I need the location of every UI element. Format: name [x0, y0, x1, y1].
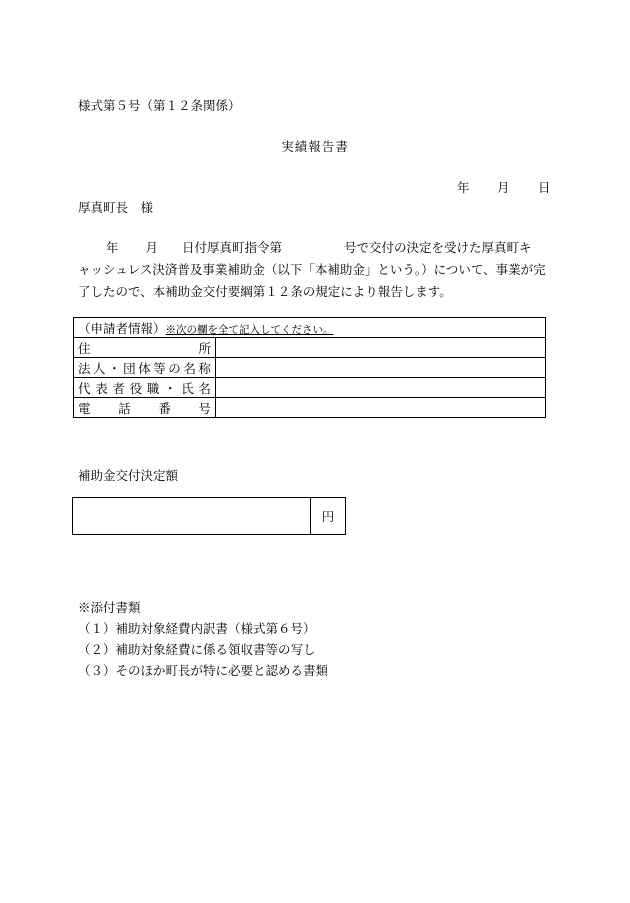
applicant-label-char: の — [168, 360, 181, 376]
body-mid: 日付厚真町指令第 — [182, 240, 283, 255]
applicant-label-representative — [74, 378, 216, 398]
applicant-value-representative[interactable] — [216, 378, 546, 398]
applicant-label-char: 人 — [93, 360, 106, 376]
date-day: 日 — [538, 180, 551, 195]
applicant-label-char: 職 — [146, 380, 160, 396]
applicant-header-label: （申請者情報） — [78, 320, 166, 336]
applicant-label-organization — [74, 358, 216, 378]
applicant-label-char: 話 — [118, 400, 131, 416]
attachment-item: （２）補助対象経費に係る領収書等の写し — [78, 642, 316, 657]
attachments-heading: ※添付書類 — [78, 600, 141, 615]
applicant-info-table — [73, 317, 546, 418]
applicant-label-char: 号 — [198, 400, 211, 416]
applicant-label-char: 者 — [112, 380, 125, 396]
applicant-label-char: 名 — [183, 360, 196, 376]
applicant-label-char: 法 — [78, 360, 91, 376]
applicant-row-organization — [74, 358, 546, 378]
applicant-label-char: 役 — [129, 380, 143, 396]
form-number: 様式第５号（第１２条関係） — [78, 98, 241, 113]
applicant-label-char: ・ — [164, 380, 177, 396]
applicant-label-char: 代 — [78, 380, 91, 396]
applicant-label-char: 番 — [158, 400, 171, 416]
applicant-row-address — [74, 338, 546, 358]
applicant-table-header — [74, 318, 546, 338]
amount-label: 補助金交付決定額 — [78, 468, 179, 483]
applicant-label-char: 氏 — [181, 380, 194, 396]
applicant-label-char: 表 — [95, 380, 108, 396]
applicant-note: ※次の欄を全て記入してください。 — [165, 323, 334, 336]
amount-value-field[interactable] — [73, 498, 310, 534]
attachments-section — [78, 597, 328, 681]
applicant-table-header-row — [74, 318, 546, 338]
report-body — [78, 237, 558, 303]
applicant-value-organization[interactable] — [216, 358, 546, 378]
body-year: 年 — [106, 240, 119, 255]
applicant-row-phone — [74, 398, 546, 418]
applicant-label-char: 体 — [138, 360, 151, 376]
applicant-label-phone — [74, 398, 216, 418]
attachment-item: （３）そのほか町長が特に必要と認める書類 — [78, 663, 329, 678]
addressee: 厚真町長 様 — [78, 200, 154, 215]
applicant-value-phone[interactable] — [216, 398, 546, 418]
applicant-label-char: 称 — [198, 360, 211, 376]
applicant-label-address — [74, 338, 216, 358]
applicant-label-char: 等 — [153, 360, 166, 376]
amount-unit: 円 — [310, 498, 345, 534]
report-body-rest: ャッシュレス決済普及事業補助金（以下「本補助金」という。）について、事業が完了したので、本補助金交付要綱第１２条の規定により報告します。 — [78, 262, 546, 299]
body-month: 月 — [145, 240, 159, 255]
report-body-line1 — [78, 237, 558, 259]
date-month: 月 — [497, 180, 510, 195]
attachment-item: （１）補助対象経費内訳書（様式第６号） — [78, 621, 316, 636]
applicant-row-representative — [74, 378, 546, 398]
body-line1-end: 号で交付の決定を受けた厚真町キ — [344, 240, 532, 255]
applicant-label-char: 所 — [198, 340, 211, 356]
applicant-label-char: 住 — [78, 340, 91, 356]
document-title: 実績報告書 — [281, 139, 349, 154]
amount-box — [72, 497, 346, 535]
applicant-label-char: 団 — [123, 360, 136, 376]
date-year: 年 — [457, 180, 470, 195]
applicant-value-address[interactable] — [216, 338, 546, 358]
applicant-label-char: 名 — [198, 380, 211, 396]
applicant-label-char: ・ — [108, 360, 121, 376]
applicant-label-char: 電 — [78, 400, 91, 416]
